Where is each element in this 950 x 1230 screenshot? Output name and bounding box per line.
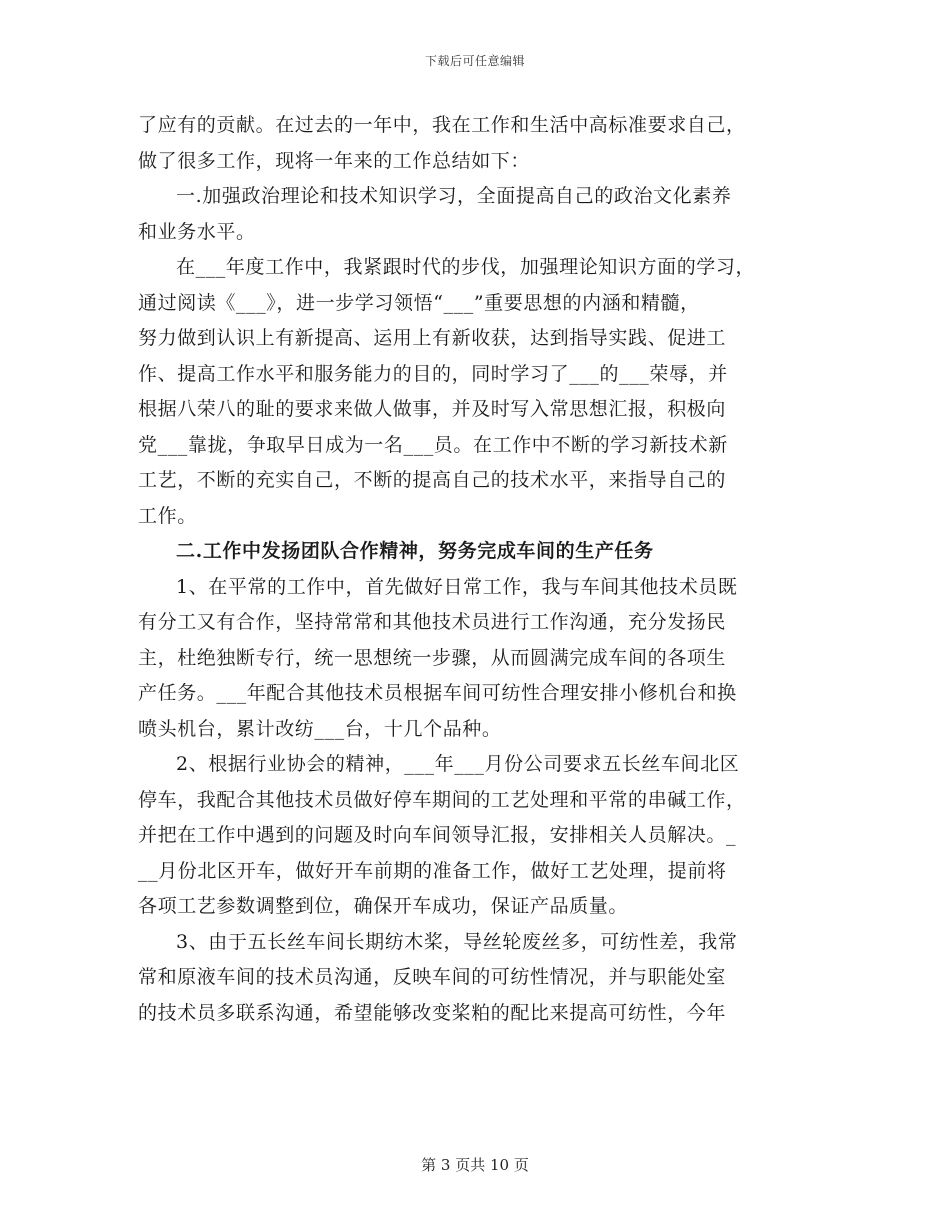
text-line: 有分工又有合作，坚持常常和其他技术员进行工作沟通，充分发扬民: [138, 611, 727, 633]
text-line: 停车，我配合其他技术员做好停车期间的工艺处理和平常的串碱工作，: [138, 788, 746, 811]
document-body: [138, 108, 818, 1031]
section-heading-bold: 二.工作中发扬团队合作精神，努务完成车间的生产任务: [176, 540, 654, 562]
text-line: 主，杜绝独断专行，统一思想统一步骤，从而圆满完成车间的各项生: [138, 646, 727, 669]
text-line: 工艺，不断的充实自己，不断的提高自己的技术水平，来指导自己的: [138, 469, 727, 491]
paragraph-start: 在___年度工作中，我紧跟时代的步伐，加强理论知识方面的学习，: [176, 256, 756, 278]
text-line: __月份北区开车，做好开车前期的准备工作，做好工艺处理，提前将: [138, 859, 727, 882]
paragraph-start: 3、由于五长丝车间长期纺木桨，导丝轮废丝多，可纺性差，我常: [176, 930, 738, 953]
paragraph-start: 1、在平常的工作中，首先做好日常工作，我与车间其他技术员既: [176, 575, 738, 598]
text-line: 通过阅读《___》，进一步学习领悟“___”重要思想的内涵和精髓，: [138, 291, 700, 314]
text-line: 各项工艺参数调整到位，确保开车成功，保证产品质量。: [138, 895, 629, 917]
text-line: 喷头机台，累计改纺___台，十几个品种。: [138, 717, 502, 740]
text-line: 作、提高工作水平和服务能力的目的，同时学习了___的___荣辱，并: [138, 362, 728, 385]
page-number: 第 3 页共 10 页: [421, 1156, 529, 1174]
text-line: 努力做到认识上有新提高、运用上有新收获，达到指导实践、促进工: [138, 327, 727, 349]
page-header: 下载后可任意编辑: [424, 54, 525, 68]
text-line: 了应有的贡献。在过去的一年中，我在工作和生活中高标准要求自己，: [138, 114, 746, 136]
text-line: 党___靠拢，争取早日成为一名___员。在工作中不断的学习新技术新: [138, 433, 728, 456]
text-line: 产任务。___年配合其他技术员根据车间可纺性合理安排小修机台和换: [138, 682, 737, 704]
text-line: 根据八荣八的耻的要求来做人做事，并及时写入常思想汇报，积极向: [138, 398, 727, 420]
text-line: 工作。: [138, 504, 197, 527]
text-line: 常和原液车间的技术员沟通，反映车间的可纺性情况，并与职能处室: [138, 966, 727, 988]
paragraph-start: 2、根据行业协会的精神，___年___月份公司要求五长丝车间北区: [176, 753, 740, 775]
text-line: 的技术员多联系沟通，希望能够改变桨粕的配比来提高可纺性，今年: [138, 1001, 727, 1024]
text-line: 做了很多工作，现将一年来的工作总结如下：: [138, 149, 531, 172]
text-line: 并把在工作中遇到的问题及时向车间领导汇报，安排相关人员解决。_: [138, 824, 737, 846]
section-heading: 一.加强政治理论和技术知识学习，全面提高自己的政治文化素养: [176, 185, 732, 207]
text-line: 和业务水平。: [138, 220, 256, 243]
